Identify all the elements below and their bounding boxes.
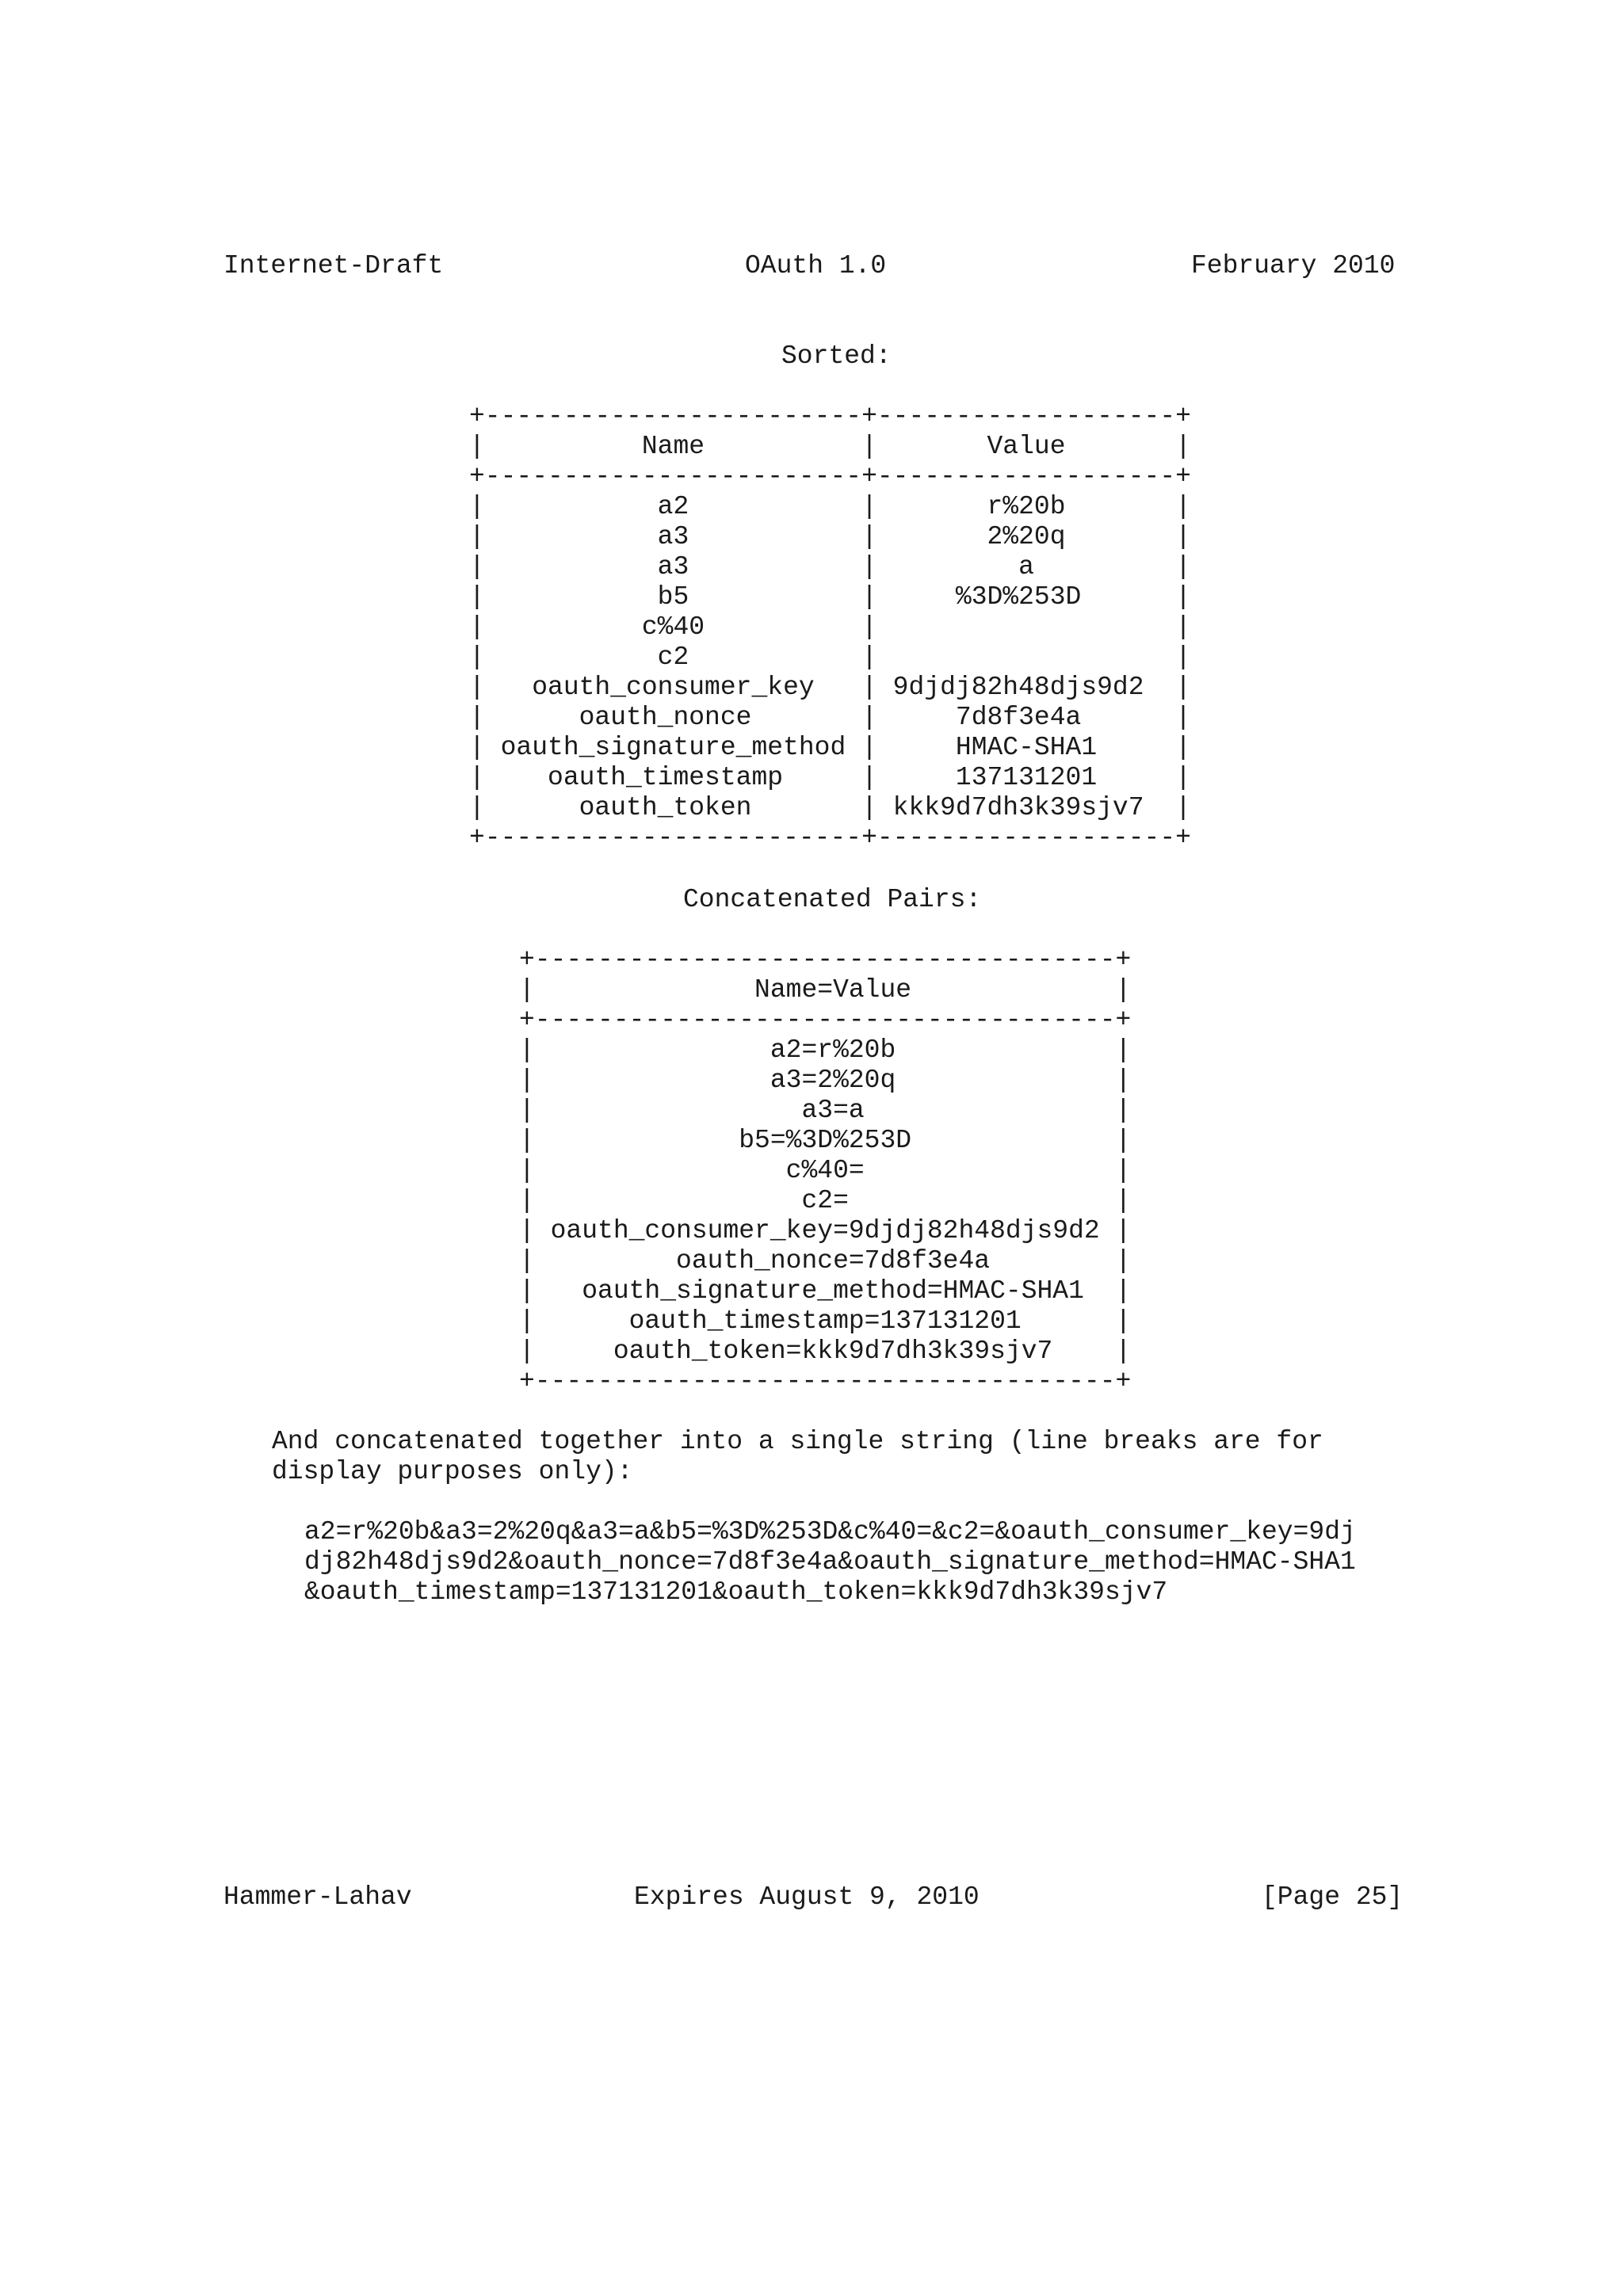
- concatenated-string: a2=r%20b&a3=2%20q&a3=a&b5=%3D%253D&c%40=&c2=&oauth_consumer_key=9dj dj82h48djs9d2&oauth_nonce=7d8f3e4a&oauth_signature_method=HMAC-SHA1 &oauth_timestamp=137131201&oauth_token=kkk9d7dh3k39sjv7: [304, 1517, 1356, 1607]
- sorted-title: Sorted:: [781, 341, 892, 371]
- sorted-table: +------------------------+-------------------+ | Name | Value | +------------------------+-------------------+ | a2 | r%20b | | a3 | 2%20q | | a3 | a | | b5 | %3D%253D | | c%40 | | | c2 | | | oauth_consumer_key | 9djdj82h48djs9d2 | | oauth_nonce | 7d8f3e4a | | oauth_signature_method | HMAC-SHA1 | | oauth_timestamp | 137131201 | | oauth_token | kkk9d7dh3k39sjv7 | +------------------------+-------------------+: [469, 402, 1191, 852]
- header-right-text: February 2010: [1191, 251, 1396, 280]
- header-center-text: OAuth 1.0: [745, 251, 887, 280]
- concatenated-table: +-------------------------------------+ | Name=Value | +-------------------------------------+ | a2=r%20b | | a3=2%20q | | a3=a | | b5=%3D%253D | | c%40= | | c2= | | oauth_consumer_key=9djdj82h48djs9d2 | | oauth_nonce=7d8f3e4a | | oauth_signature_method=HMAC-SHA1 | | oauth_timestamp=137131201 | | oauth_token=kkk9d7dh3k39sjv7 | +-------------------------------------+: [519, 945, 1132, 1396]
- footer-right-text: [Page 25]: [1262, 1882, 1403, 1912]
- concatenated-title: Concatenated Pairs:: [683, 885, 982, 914]
- footer-left-text: Hammer-Lahav: [223, 1882, 412, 1912]
- body-paragraph: And concatenated together into a single string (line breaks are for display purposes only):: [272, 1427, 1323, 1486]
- header-left-text: Internet-Draft: [223, 251, 444, 280]
- footer-center-text: Expires August 9, 2010: [634, 1882, 980, 1912]
